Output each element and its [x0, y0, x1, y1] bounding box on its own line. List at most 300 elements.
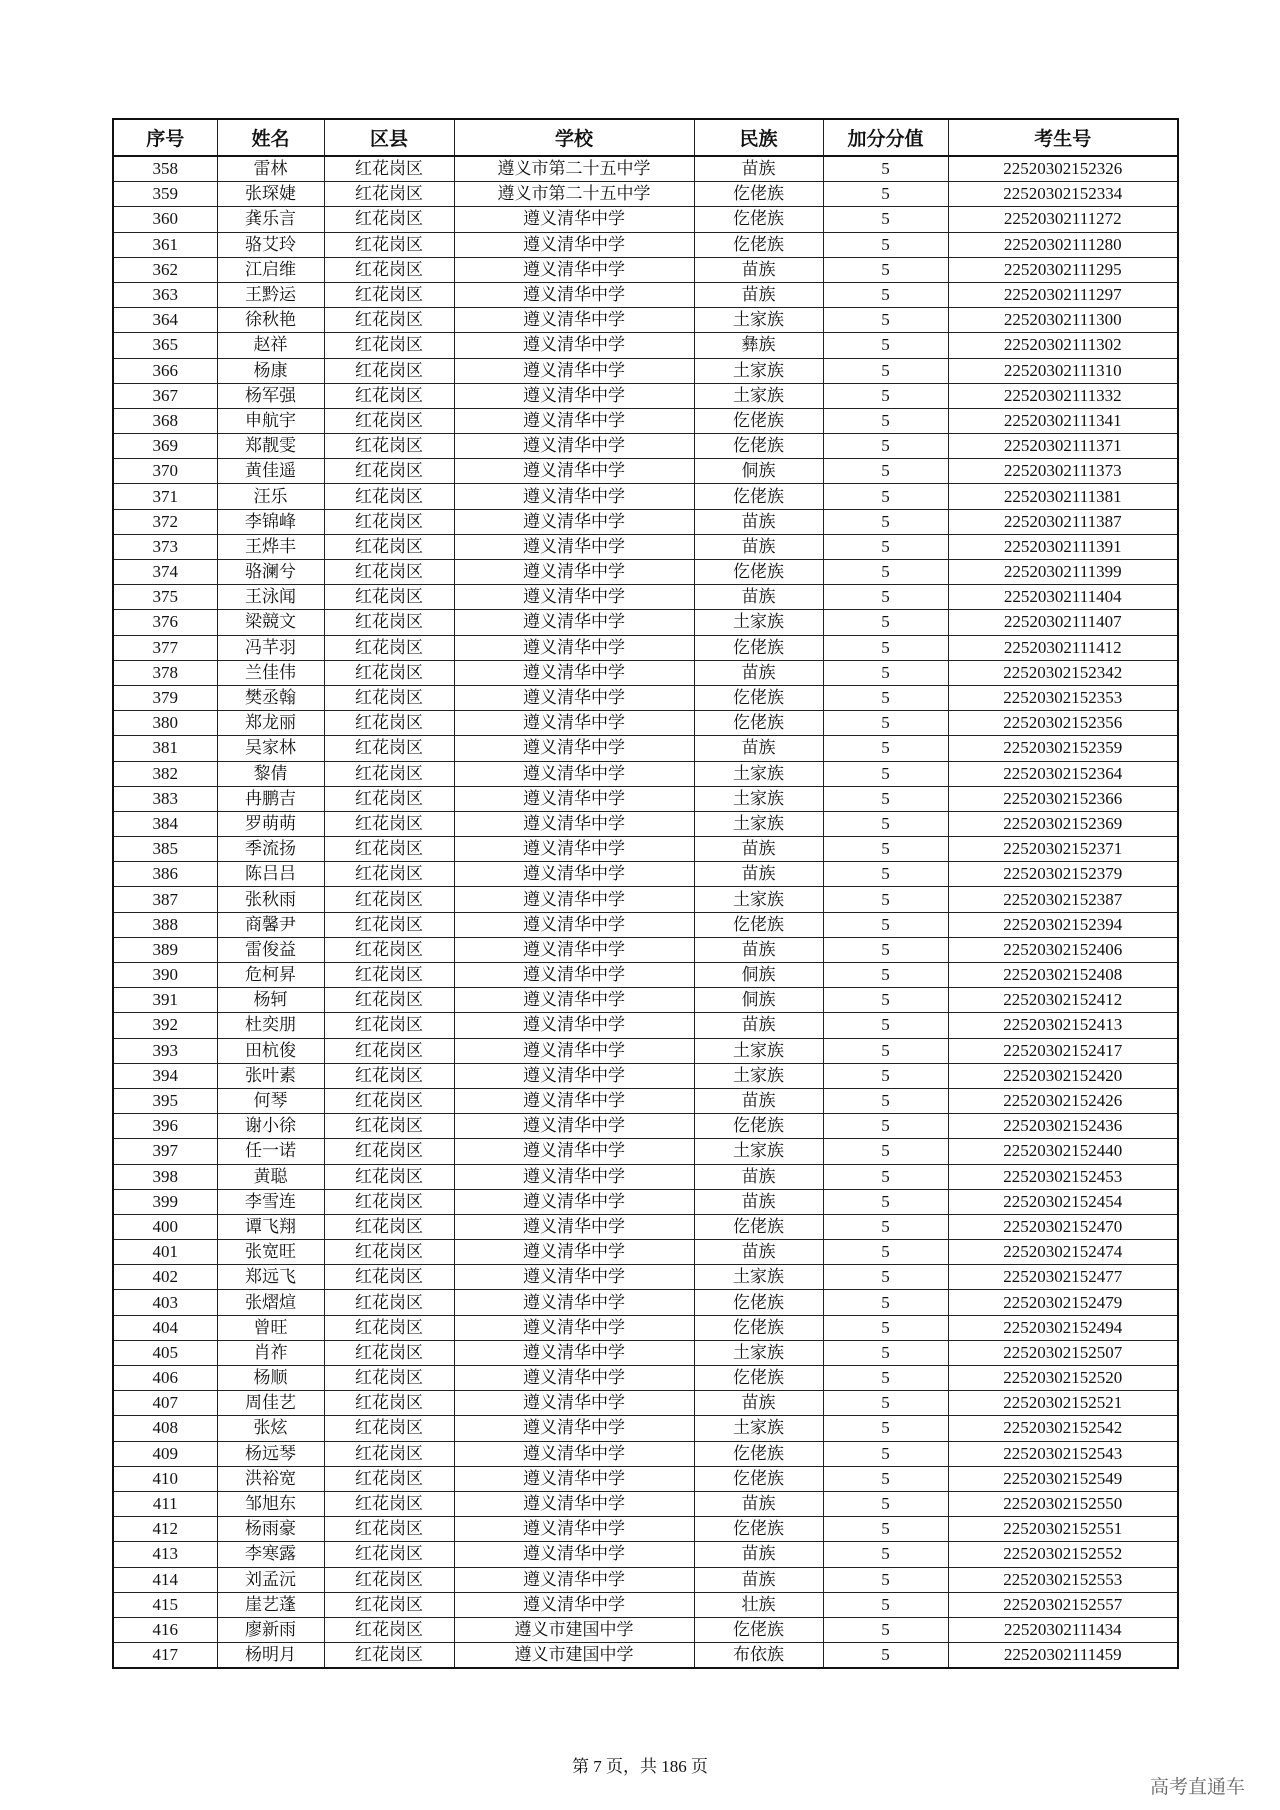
- district-cell: 红花岗区: [324, 156, 454, 182]
- table-row: [113, 1139, 1178, 1164]
- seq-cell: 400: [113, 1214, 217, 1239]
- seq-cell: 415: [113, 1592, 217, 1617]
- school-cell: 遵义清华中学: [454, 610, 694, 635]
- ethnicity-cell: 土家族: [694, 1038, 823, 1063]
- ethnicity-cell: 土家族: [694, 1265, 823, 1290]
- exam-id-cell: 22520302152520: [948, 1366, 1178, 1391]
- header-bonus: 加分分值: [823, 119, 948, 156]
- ethnicity-cell: 壮族: [694, 1592, 823, 1617]
- bonus-cell: 5: [823, 182, 948, 207]
- table-row: [113, 1189, 1178, 1214]
- table-row: [113, 1038, 1178, 1063]
- exam-id-cell: 22520302152412: [948, 988, 1178, 1013]
- district-cell: 红花岗区: [324, 1416, 454, 1441]
- table-row: [113, 333, 1178, 358]
- exam-id-cell: 22520302111300: [948, 308, 1178, 333]
- bonus-cell: 5: [823, 1114, 948, 1139]
- school-cell: 遵义市第二十五中学: [454, 156, 694, 182]
- name-cell: 吴家林: [217, 736, 324, 761]
- exam-id-cell: 22520302111412: [948, 635, 1178, 660]
- bonus-cell: 5: [823, 1265, 948, 1290]
- seq-cell: 411: [113, 1491, 217, 1516]
- name-cell: 曾旺: [217, 1315, 324, 1340]
- table-row: [113, 786, 1178, 811]
- name-cell: 周佳艺: [217, 1391, 324, 1416]
- district-cell: 红花岗区: [324, 1315, 454, 1340]
- school-cell: 遵义清华中学: [454, 1164, 694, 1189]
- bonus-cell: 5: [823, 811, 948, 836]
- bonus-cell: 5: [823, 963, 948, 988]
- school-cell: 遵义清华中学: [454, 811, 694, 836]
- ethnicity-cell: 仡佬族: [694, 1366, 823, 1391]
- school-cell: 遵义清华中学: [454, 1114, 694, 1139]
- seq-cell: 409: [113, 1441, 217, 1466]
- seq-cell: 396: [113, 1114, 217, 1139]
- seq-cell: 380: [113, 711, 217, 736]
- ethnicity-cell: 土家族: [694, 1416, 823, 1441]
- seq-cell: 384: [113, 811, 217, 836]
- seq-cell: 361: [113, 232, 217, 257]
- table-row: [113, 736, 1178, 761]
- name-cell: 谢小徐: [217, 1114, 324, 1139]
- name-cell: 骆艾玲: [217, 232, 324, 257]
- district-cell: 红花岗区: [324, 182, 454, 207]
- district-cell: 红花岗区: [324, 1038, 454, 1063]
- name-cell: 任一诺: [217, 1139, 324, 1164]
- bonus-cell: 5: [823, 1466, 948, 1491]
- seq-cell: 365: [113, 333, 217, 358]
- ethnicity-cell: 仡佬族: [694, 1315, 823, 1340]
- school-cell: 遵义清华中学: [454, 1567, 694, 1592]
- exam-id-cell: 22520302111371: [948, 434, 1178, 459]
- district-cell: 红花岗区: [324, 1366, 454, 1391]
- exam-id-cell: 22520302152359: [948, 736, 1178, 761]
- district-cell: 红花岗区: [324, 1063, 454, 1088]
- district-cell: 红花岗区: [324, 282, 454, 307]
- name-cell: 廖新雨: [217, 1617, 324, 1642]
- bonus-cell: 5: [823, 560, 948, 585]
- district-cell: 红花岗区: [324, 988, 454, 1013]
- school-cell: 遵义清华中学: [454, 1542, 694, 1567]
- school-cell: 遵义清华中学: [454, 937, 694, 962]
- bonus-cell: 5: [823, 308, 948, 333]
- bonus-cell: 5: [823, 1164, 948, 1189]
- ethnicity-cell: 仡佬族: [694, 1466, 823, 1491]
- ethnicity-cell: 苗族: [694, 1013, 823, 1038]
- district-cell: 红花岗区: [324, 1240, 454, 1265]
- school-cell: 遵义清华中学: [454, 207, 694, 232]
- school-cell: 遵义清华中学: [454, 282, 694, 307]
- school-cell: 遵义清华中学: [454, 786, 694, 811]
- district-cell: 红花岗区: [324, 1290, 454, 1315]
- ethnicity-cell: 仡佬族: [694, 560, 823, 585]
- district-cell: 红花岗区: [324, 1013, 454, 1038]
- header-school: 学校: [454, 119, 694, 156]
- bonus-cell: 5: [823, 358, 948, 383]
- ethnicity-cell: 仡佬族: [694, 1214, 823, 1239]
- table-row: [113, 1340, 1178, 1365]
- ethnicity-cell: 彝族: [694, 333, 823, 358]
- exam-id-cell: 22520302152474: [948, 1240, 1178, 1265]
- table-row: [113, 459, 1178, 484]
- exam-id-cell: 22520302111459: [948, 1643, 1178, 1669]
- bonus-cell: 5: [823, 207, 948, 232]
- bonus-cell: 5: [823, 1391, 948, 1416]
- ethnicity-cell: 苗族: [694, 1391, 823, 1416]
- ethnicity-cell: 苗族: [694, 1542, 823, 1567]
- ethnicity-cell: 苗族: [694, 1189, 823, 1214]
- table-row: [113, 1265, 1178, 1290]
- school-cell: 遵义清华中学: [454, 1491, 694, 1516]
- exam-id-cell: 22520302111295: [948, 257, 1178, 282]
- seq-cell: 395: [113, 1088, 217, 1113]
- table-row: [113, 560, 1178, 585]
- table-row: [113, 1214, 1178, 1239]
- name-cell: 陈吕吕: [217, 862, 324, 887]
- name-cell: 季流扬: [217, 837, 324, 862]
- name-cell: 张琛婕: [217, 182, 324, 207]
- district-cell: 红花岗区: [324, 1517, 454, 1542]
- district-cell: 红花岗区: [324, 232, 454, 257]
- exam-id-cell: 22520302152440: [948, 1139, 1178, 1164]
- exam-id-cell: 22520302152387: [948, 887, 1178, 912]
- district-cell: 红花岗区: [324, 1466, 454, 1491]
- exam-id-cell: 22520302111341: [948, 408, 1178, 433]
- school-cell: 遵义清华中学: [454, 912, 694, 937]
- school-cell: 遵义清华中学: [454, 1592, 694, 1617]
- name-cell: 冯芊羽: [217, 635, 324, 660]
- name-cell: 樊丞翰: [217, 685, 324, 710]
- exam-id-cell: 22520302152552: [948, 1542, 1178, 1567]
- district-cell: 红花岗区: [324, 434, 454, 459]
- district-cell: 红花岗区: [324, 1139, 454, 1164]
- exam-id-cell: 22520302111407: [948, 610, 1178, 635]
- bonus-cell: 5: [823, 1542, 948, 1567]
- bonus-cell: 5: [823, 1491, 948, 1516]
- exam-id-cell: 22520302152551: [948, 1517, 1178, 1542]
- ethnicity-cell: 仡佬族: [694, 685, 823, 710]
- table-row: [113, 685, 1178, 710]
- table-row: [113, 837, 1178, 862]
- school-cell: 遵义清华中学: [454, 534, 694, 559]
- name-cell: 郑远飞: [217, 1265, 324, 1290]
- ethnicity-cell: 苗族: [694, 736, 823, 761]
- name-cell: 危柯昇: [217, 963, 324, 988]
- district-cell: 红花岗区: [324, 383, 454, 408]
- school-cell: 遵义清华中学: [454, 1290, 694, 1315]
- name-cell: 何琴: [217, 1088, 324, 1113]
- bonus-cell: 5: [823, 862, 948, 887]
- name-cell: 杨顺: [217, 1366, 324, 1391]
- school-cell: 遵义清华中学: [454, 308, 694, 333]
- seq-cell: 367: [113, 383, 217, 408]
- ethnicity-cell: 仡佬族: [694, 484, 823, 509]
- name-cell: 冉鹏吉: [217, 786, 324, 811]
- table-row: [113, 1114, 1178, 1139]
- district-cell: 红花岗区: [324, 1391, 454, 1416]
- name-cell: 兰佳伟: [217, 660, 324, 685]
- bonus-cell: 5: [823, 156, 948, 182]
- school-cell: 遵义清华中学: [454, 1214, 694, 1239]
- name-cell: 田杭俊: [217, 1038, 324, 1063]
- exam-id-cell: 22520302152408: [948, 963, 1178, 988]
- name-cell: 李雪连: [217, 1189, 324, 1214]
- seq-cell: 375: [113, 585, 217, 610]
- seq-cell: 406: [113, 1366, 217, 1391]
- seq-cell: 412: [113, 1517, 217, 1542]
- district-cell: 红花岗区: [324, 408, 454, 433]
- exam-id-cell: 22520302152477: [948, 1265, 1178, 1290]
- table-row: [113, 1240, 1178, 1265]
- district-cell: 红花岗区: [324, 1643, 454, 1669]
- bonus-cell: 5: [823, 1214, 948, 1239]
- exam-id-cell: 22520302152406: [948, 937, 1178, 962]
- exam-id-cell: 22520302152553: [948, 1567, 1178, 1592]
- table-row: [113, 1441, 1178, 1466]
- ethnicity-cell: 土家族: [694, 811, 823, 836]
- table-row: [113, 963, 1178, 988]
- district-cell: 红花岗区: [324, 963, 454, 988]
- seq-cell: 363: [113, 282, 217, 307]
- exam-id-cell: 22520302152417: [948, 1038, 1178, 1063]
- seq-cell: 368: [113, 408, 217, 433]
- ethnicity-cell: 布依族: [694, 1643, 823, 1669]
- district-cell: 红花岗区: [324, 610, 454, 635]
- bonus-cell: 5: [823, 1088, 948, 1113]
- ethnicity-cell: 土家族: [694, 1139, 823, 1164]
- exam-id-cell: 22520302152426: [948, 1088, 1178, 1113]
- table-body: [113, 156, 1178, 1668]
- district-cell: 红花岗区: [324, 484, 454, 509]
- header-ethnicity: 民族: [694, 119, 823, 156]
- ethnicity-cell: 侗族: [694, 988, 823, 1013]
- district-cell: 红花岗区: [324, 811, 454, 836]
- exam-id-cell: 22520302111373: [948, 459, 1178, 484]
- name-cell: 崖艺蓬: [217, 1592, 324, 1617]
- ethnicity-cell: 苗族: [694, 660, 823, 685]
- district-cell: 红花岗区: [324, 1617, 454, 1642]
- ethnicity-cell: 土家族: [694, 1340, 823, 1365]
- table-row: [113, 1315, 1178, 1340]
- table-row: [113, 610, 1178, 635]
- seq-cell: 398: [113, 1164, 217, 1189]
- school-cell: 遵义清华中学: [454, 1139, 694, 1164]
- table-row: [113, 988, 1178, 1013]
- school-cell: 遵义清华中学: [454, 660, 694, 685]
- exam-id-cell: 22520302111381: [948, 484, 1178, 509]
- bonus-cell: 5: [823, 408, 948, 433]
- seq-cell: 410: [113, 1466, 217, 1491]
- name-cell: 黎倩: [217, 761, 324, 786]
- name-cell: 雷俊益: [217, 937, 324, 962]
- school-cell: 遵义清华中学: [454, 560, 694, 585]
- exam-id-cell: 22520302152356: [948, 711, 1178, 736]
- bonus-cell: 5: [823, 1013, 948, 1038]
- school-cell: 遵义清华中学: [454, 1315, 694, 1340]
- school-cell: 遵义清华中学: [454, 1189, 694, 1214]
- ethnicity-cell: 土家族: [694, 761, 823, 786]
- name-cell: 黄聪: [217, 1164, 324, 1189]
- seq-cell: 358: [113, 156, 217, 182]
- name-cell: 邹旭东: [217, 1491, 324, 1516]
- exam-id-cell: 22520302152334: [948, 182, 1178, 207]
- school-cell: 遵义清华中学: [454, 509, 694, 534]
- school-cell: 遵义清华中学: [454, 887, 694, 912]
- name-cell: 李锦峰: [217, 509, 324, 534]
- table-row: [113, 585, 1178, 610]
- bonus-cell: 5: [823, 585, 948, 610]
- table-row: [113, 1391, 1178, 1416]
- ethnicity-cell: 土家族: [694, 383, 823, 408]
- ethnicity-cell: 苗族: [694, 509, 823, 534]
- bonus-cell: 5: [823, 1441, 948, 1466]
- ethnicity-cell: 土家族: [694, 610, 823, 635]
- name-cell: 杨明月: [217, 1643, 324, 1669]
- school-cell: 遵义清华中学: [454, 862, 694, 887]
- exam-id-cell: 22520302111434: [948, 1617, 1178, 1642]
- ethnicity-cell: 土家族: [694, 786, 823, 811]
- ethnicity-cell: 土家族: [694, 358, 823, 383]
- exam-id-cell: 22520302111310: [948, 358, 1178, 383]
- name-cell: 张宽旺: [217, 1240, 324, 1265]
- exam-id-cell: 22520302152470: [948, 1214, 1178, 1239]
- school-cell: 遵义清华中学: [454, 232, 694, 257]
- district-cell: 红花岗区: [324, 308, 454, 333]
- table-row: [113, 1592, 1178, 1617]
- bonus-cell: 5: [823, 333, 948, 358]
- name-cell: 杨雨豪: [217, 1517, 324, 1542]
- name-cell: 黄佳遥: [217, 459, 324, 484]
- bonus-cell: 5: [823, 1290, 948, 1315]
- bonus-cell: 5: [823, 1038, 948, 1063]
- district-cell: 红花岗区: [324, 534, 454, 559]
- table-row: [113, 358, 1178, 383]
- district-cell: 红花岗区: [324, 1088, 454, 1113]
- bonus-cell: 5: [823, 383, 948, 408]
- name-cell: 杨轲: [217, 988, 324, 1013]
- exam-id-cell: 22520302152364: [948, 761, 1178, 786]
- district-cell: 红花岗区: [324, 862, 454, 887]
- name-cell: 赵祥: [217, 333, 324, 358]
- school-cell: 遵义清华中学: [454, 1265, 694, 1290]
- seq-cell: 397: [113, 1139, 217, 1164]
- school-cell: 遵义清华中学: [454, 1391, 694, 1416]
- ethnicity-cell: 仡佬族: [694, 1114, 823, 1139]
- school-cell: 遵义清华中学: [454, 1517, 694, 1542]
- name-cell: 汪乐: [217, 484, 324, 509]
- school-cell: 遵义清华中学: [454, 459, 694, 484]
- table-row: [113, 509, 1178, 534]
- name-cell: 杨远琴: [217, 1441, 324, 1466]
- exam-id-cell: 22520302152326: [948, 156, 1178, 182]
- bonus-cell: 5: [823, 635, 948, 660]
- school-cell: 遵义市第二十五中学: [454, 182, 694, 207]
- ethnicity-cell: 仡佬族: [694, 711, 823, 736]
- table-row: [113, 761, 1178, 786]
- exam-id-cell: 22520302152394: [948, 912, 1178, 937]
- school-cell: 遵义清华中学: [454, 1441, 694, 1466]
- district-cell: 红花岗区: [324, 459, 454, 484]
- ethnicity-cell: 仡佬族: [694, 207, 823, 232]
- district-cell: 红花岗区: [324, 786, 454, 811]
- exam-id-cell: 22520302111332: [948, 383, 1178, 408]
- table-row: [113, 156, 1178, 182]
- table-header-row: [113, 119, 1178, 156]
- bonus-cell: 5: [823, 509, 948, 534]
- ethnicity-cell: 仡佬族: [694, 182, 823, 207]
- exam-id-cell: 22520302111391: [948, 534, 1178, 559]
- table-row: [113, 660, 1178, 685]
- bonus-cell: 5: [823, 484, 948, 509]
- exam-id-cell: 22520302111272: [948, 207, 1178, 232]
- name-cell: 张熠煊: [217, 1290, 324, 1315]
- bonus-cell: 5: [823, 1240, 948, 1265]
- seq-cell: 372: [113, 509, 217, 534]
- name-cell: 王泳闻: [217, 585, 324, 610]
- header-exam-id: 考生号: [948, 119, 1178, 156]
- school-cell: 遵义清华中学: [454, 585, 694, 610]
- seq-cell: 385: [113, 837, 217, 862]
- name-cell: 谭飞翔: [217, 1214, 324, 1239]
- school-cell: 遵义清华中学: [454, 257, 694, 282]
- exam-id-cell: 22520302152521: [948, 1391, 1178, 1416]
- school-cell: 遵义清华中学: [454, 711, 694, 736]
- table-row: [113, 232, 1178, 257]
- school-cell: 遵义清华中学: [454, 1063, 694, 1088]
- ethnicity-cell: 苗族: [694, 1164, 823, 1189]
- seq-cell: 416: [113, 1617, 217, 1642]
- table-row: [113, 1088, 1178, 1113]
- table-row: [113, 1013, 1178, 1038]
- seq-cell: 401: [113, 1240, 217, 1265]
- district-cell: 红花岗区: [324, 887, 454, 912]
- exam-id-cell: 22520302152543: [948, 1441, 1178, 1466]
- name-cell: 杜奕朋: [217, 1013, 324, 1038]
- table-row: [113, 811, 1178, 836]
- exam-id-cell: 22520302152507: [948, 1340, 1178, 1365]
- school-cell: 遵义清华中学: [454, 1416, 694, 1441]
- school-cell: 遵义清华中学: [454, 1038, 694, 1063]
- school-cell: 遵义清华中学: [454, 837, 694, 862]
- school-cell: 遵义清华中学: [454, 761, 694, 786]
- exam-id-cell: 22520302152366: [948, 786, 1178, 811]
- exam-id-cell: 22520302152371: [948, 837, 1178, 862]
- ethnicity-cell: 苗族: [694, 1088, 823, 1113]
- seq-cell: 364: [113, 308, 217, 333]
- seq-cell: 360: [113, 207, 217, 232]
- district-cell: 红花岗区: [324, 736, 454, 761]
- ethnicity-cell: 仡佬族: [694, 1617, 823, 1642]
- name-cell: 雷林: [217, 156, 324, 182]
- district-cell: 红花岗区: [324, 509, 454, 534]
- name-cell: 张炫: [217, 1416, 324, 1441]
- bonus-cell: 5: [823, 1643, 948, 1669]
- ethnicity-cell: 仡佬族: [694, 408, 823, 433]
- seq-cell: 376: [113, 610, 217, 635]
- school-cell: 遵义市建国中学: [454, 1617, 694, 1642]
- district-cell: 红花岗区: [324, 761, 454, 786]
- table-row: [113, 484, 1178, 509]
- name-cell: 王黔运: [217, 282, 324, 307]
- name-cell: 肖祚: [217, 1340, 324, 1365]
- school-cell: 遵义清华中学: [454, 685, 694, 710]
- name-cell: 李寒露: [217, 1542, 324, 1567]
- district-cell: 红花岗区: [324, 1214, 454, 1239]
- seq-cell: 407: [113, 1391, 217, 1416]
- ethnicity-cell: 仡佬族: [694, 1441, 823, 1466]
- district-cell: 红花岗区: [324, 1340, 454, 1365]
- ethnicity-cell: 苗族: [694, 257, 823, 282]
